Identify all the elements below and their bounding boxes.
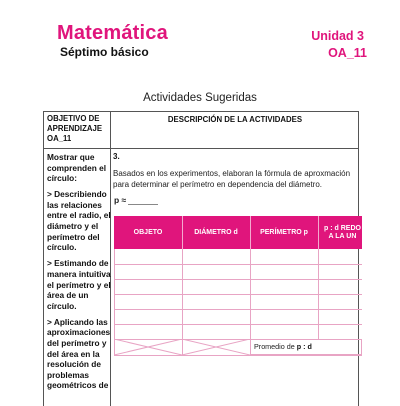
table-header-divider: [43, 148, 359, 149]
formula-blank: [128, 196, 158, 205]
table-border-left: [43, 111, 44, 406]
section-title: Actividades Sugeridas: [143, 92, 257, 104]
unit-label: Unidad 3: [311, 29, 364, 43]
measurement-table: [114, 216, 362, 381]
table-row: [114, 309, 362, 310]
subject-title: Matemática: [57, 22, 168, 44]
table-row: [114, 324, 362, 325]
oa-code-label: OA_11: [328, 46, 367, 60]
activity-instruction: Basados en los experimentos, elaboran la fórmula de aproxmación para determinar el perímetro en dependencia del diámetro.: [113, 169, 351, 189]
column-header-ratio: [318, 216, 362, 249]
header-divider: [318, 216, 319, 249]
objective-column-header: OBJETIVO DE APRENDIZAJE OA_11: [47, 114, 103, 143]
activities-table: [43, 111, 359, 406]
table-row: [114, 279, 362, 280]
objective-item: > Estimando de manera intuitiva el perímetro y el área de un círculo.: [47, 258, 111, 311]
table-border-top: [43, 111, 359, 112]
table-row: [114, 264, 362, 265]
table-row: [114, 355, 362, 356]
header-divider: [250, 216, 251, 249]
crossed-out-cells: [114, 339, 250, 355]
objective-item: > Aplicando las aproximaciones del perímetro y del área en la resolución de problemas geométricos de: [47, 316, 111, 391]
column-header-ratio-line1: p : d REDO: [324, 224, 361, 232]
activity-number: 3.: [113, 152, 120, 161]
objective-intro: Mostrar que comprenden el círculo:: [47, 152, 107, 184]
column-header-perimeter: PERÍMETRO p: [260, 228, 308, 236]
objective-cell: [47, 152, 111, 396]
grade-label: Séptimo básico: [60, 45, 149, 59]
formula-line: [114, 195, 158, 205]
description-column-header: DESCRIPCIÓN DE LA ACTIVIDADES: [167, 115, 303, 124]
column-header-ratio-line2: A LA UN: [328, 232, 357, 240]
header-divider: [182, 216, 183, 249]
column-header-diameter: DIÁMETRO d: [194, 228, 238, 236]
column-header-object: OBJETO: [133, 228, 163, 236]
average-label-value: p : d: [296, 342, 312, 351]
formula-prefix: p ≈: [114, 195, 127, 205]
table-row: [114, 294, 362, 295]
average-label: [254, 342, 312, 351]
objective-item: > Describiendo las relaciones entre el radio, el diámetro y el perímetro del círculo.: [47, 189, 111, 253]
document-header: [0, 0, 400, 70]
average-label-prefix: Promedio de: [254, 342, 295, 351]
